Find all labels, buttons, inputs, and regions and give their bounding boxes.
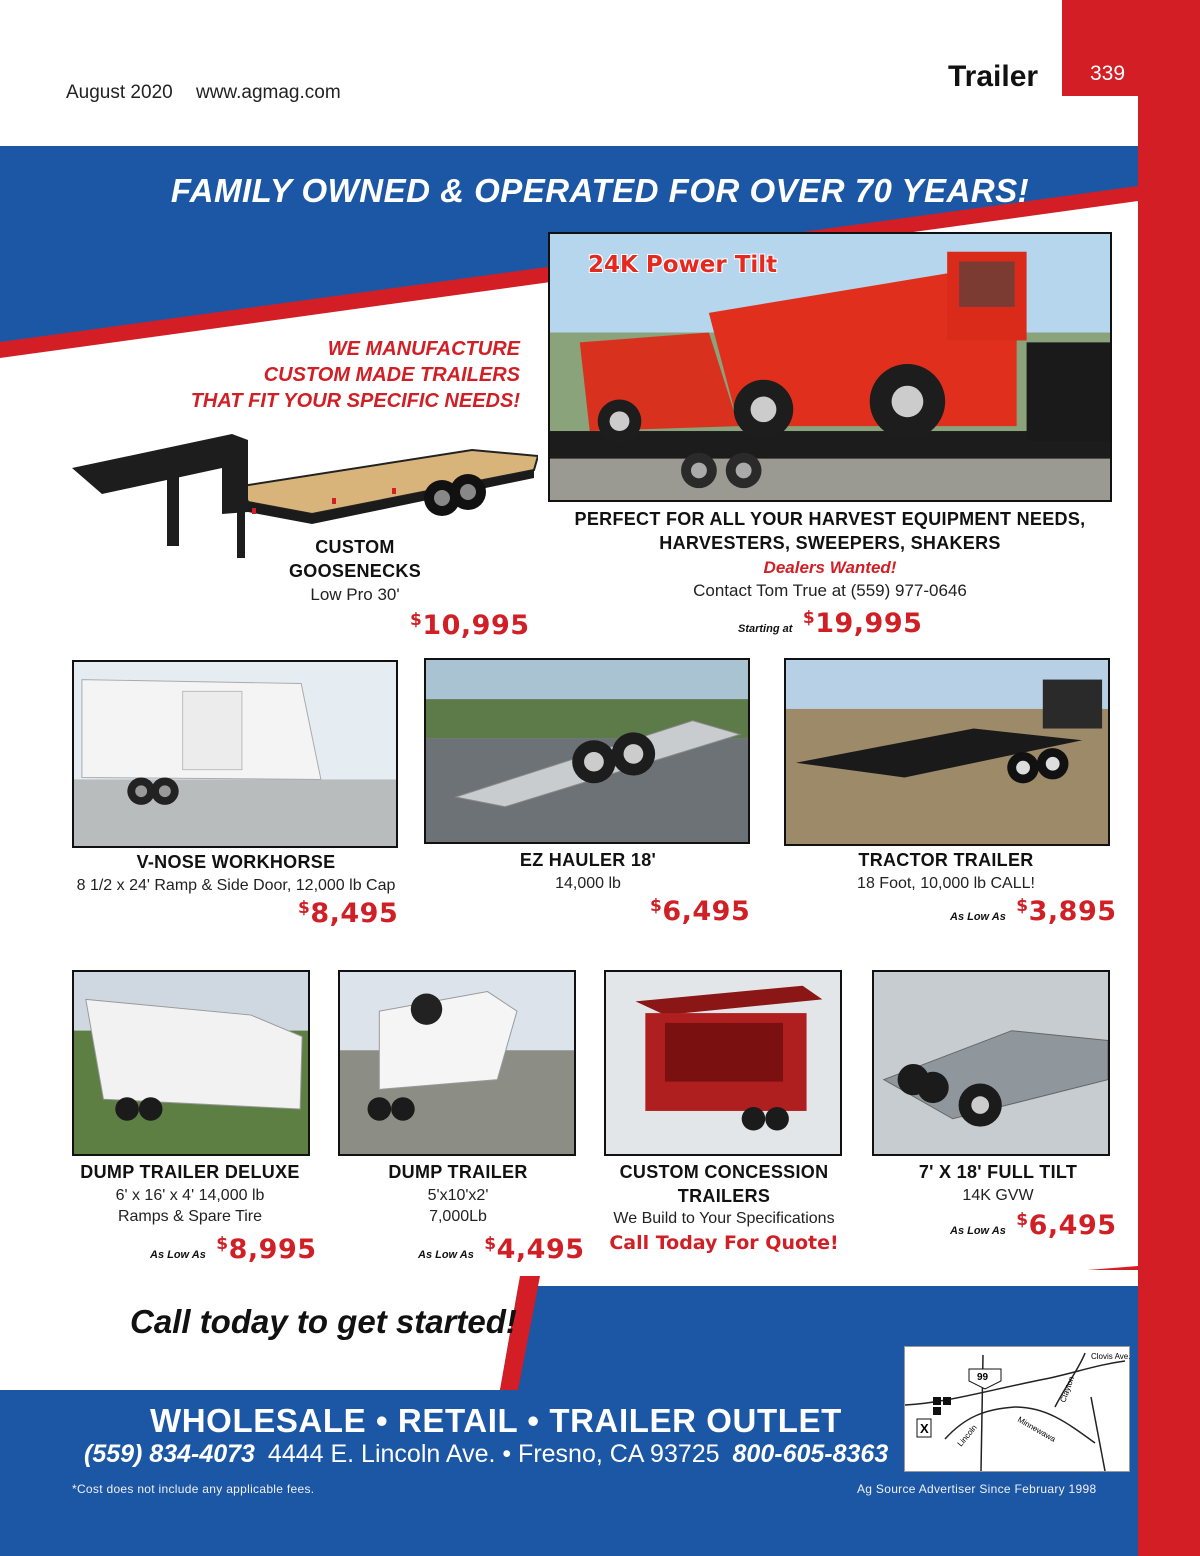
issue-date: August 2020	[66, 82, 173, 103]
manufacture-line-3: THAT FIT YOUR SPECIFIC NEEDS!	[190, 390, 520, 412]
map-road-lincoln: Lincoln	[955, 1423, 979, 1449]
page-number: 339	[1090, 62, 1126, 85]
power-tilt-price-prefix: Starting at	[738, 623, 793, 635]
product-price-block-full-tilt	[950, 1210, 1117, 1241]
product-sub-1: 5'x10'x2'	[427, 1187, 489, 1204]
page-red-edge	[1138, 96, 1200, 1556]
product-price-block-dump-trailer	[418, 1234, 585, 1265]
power-tilt-label: 24K Power Tilt	[588, 252, 778, 278]
product-price-block-dump-deluxe	[150, 1234, 317, 1265]
product-sub-1: We Build to Your Specifications	[613, 1210, 835, 1227]
toll-free-phone[interactable]: 800-605-8363	[732, 1440, 889, 1468]
tractor-trailer-photo	[784, 658, 1110, 846]
product-caption-ez-hauler	[470, 850, 706, 893]
website-link[interactable]: www.agmag.com	[195, 82, 341, 103]
map-road-clayton: Clayton	[1058, 1375, 1077, 1404]
price-prefix: As Low As	[150, 1249, 206, 1261]
dump-trailer-photo	[338, 970, 576, 1156]
product-caption-full-tilt	[880, 1162, 1116, 1205]
map-road-clovis: Clovis Ave.	[1091, 1352, 1131, 1361]
product-sub-1: 14K GVW	[962, 1187, 1034, 1204]
dump-trailer-illustration	[340, 972, 574, 1154]
gooseneck-price: $10,995	[410, 610, 530, 641]
product-caption-dump-trailer	[340, 1162, 576, 1226]
product-sub: 8 1/2 x 24' Ramp & Side Door, 12,000 lb Cap	[76, 877, 396, 894]
contact-line	[84, 1440, 888, 1469]
map-illustration	[905, 1347, 1131, 1473]
dump-deluxe-photo	[72, 970, 310, 1156]
power-tilt-price-block	[738, 608, 922, 639]
manufacture-line-2: CUSTOM MADE TRAILERS	[263, 364, 520, 386]
product-caption-dump-deluxe	[62, 1162, 318, 1226]
call-for-quote: Call Today For Quote!	[609, 1232, 839, 1254]
ad-tagline: FAMILY OWNED & OPERATED FOR OVER 70 YEARS!	[170, 172, 1030, 209]
gooseneck-sub: Low Pro 30'	[310, 585, 400, 604]
product-sub-2: Ramps & Spare Tire	[117, 1208, 263, 1225]
product-sub-2: 7,000Lb	[429, 1208, 487, 1225]
gooseneck-title-2: GOOSENECKS	[288, 561, 422, 581]
map-location-marker: X	[920, 1421, 929, 1436]
location-map	[904, 1346, 1130, 1472]
product-caption-vnose	[66, 852, 406, 895]
power-tilt-caption-1: PERFECT FOR ALL YOUR HARVEST EQUIPMENT NEEDS,	[574, 509, 1086, 529]
page-number-tab	[1062, 0, 1200, 96]
product-price: $8,995	[216, 1234, 317, 1265]
call-today-text: Call today to get started!	[130, 1303, 517, 1340]
gooseneck-caption	[270, 537, 440, 605]
concession-trailer-photo	[604, 970, 842, 1156]
product-title: 7' X 18' FULL TILT	[918, 1162, 1078, 1182]
issue-info	[66, 82, 359, 104]
price-prefix: As Low As	[418, 1249, 474, 1261]
fineprint: *Cost does not include any applicable fees.	[72, 1482, 315, 1496]
product-title-2: TRAILERS	[677, 1186, 771, 1206]
manufacture-line-1: WE MANUFACTURE	[327, 338, 520, 360]
product-title: CUSTOM CONCESSION	[619, 1162, 829, 1182]
vnose-workhorse-photo	[72, 660, 398, 848]
tractor-trailer-illustration	[786, 660, 1108, 844]
product-caption-concession	[596, 1162, 852, 1254]
product-price: $3,895	[1016, 896, 1117, 927]
product-caption-tractor-trailer	[806, 850, 1086, 893]
product-title: DUMP TRAILER DELUXE	[80, 1162, 300, 1182]
wholesale-banner: WHOLESALE • RETAIL • TRAILER OUTLET	[150, 1402, 842, 1439]
price-prefix: As Low As	[950, 1225, 1006, 1237]
concession-illustration	[606, 972, 840, 1154]
dump-deluxe-illustration	[74, 972, 308, 1154]
product-sub-1: 6' x 16' x 4' 14,000 lb	[115, 1187, 265, 1204]
address: 4444 E. Lincoln Ave. • Fresno, CA 93725	[267, 1440, 720, 1468]
full-tilt-illustration	[874, 972, 1108, 1154]
product-price: $6,495	[1016, 1210, 1117, 1241]
advertiser-since: Ag Source Advertiser Since February 1998	[857, 1482, 1097, 1496]
local-phone[interactable]: (559) 834-4073	[84, 1440, 255, 1468]
ez-hauler-photo	[424, 658, 750, 844]
manufacture-callout	[150, 336, 520, 414]
product-price-ez-hauler: $6,495	[650, 896, 751, 927]
ez-hauler-illustration	[426, 660, 748, 842]
price-prefix: As Low As	[950, 911, 1006, 923]
vnose-illustration	[74, 662, 396, 846]
product-title: EZ HAULER 18'	[519, 850, 657, 870]
section-title: Trailer	[948, 60, 1039, 93]
product-price-vnose: $8,495	[298, 898, 399, 929]
power-tilt-caption-2: HARVESTERS, SWEEPERS, SHAKERS	[659, 533, 1001, 553]
product-sub: 14,000 lb	[555, 875, 621, 892]
product-title: TRACTOR TRAILER	[858, 850, 1034, 870]
power-tilt-price: $19,995	[802, 608, 923, 639]
product-sub: 18 Foot, 10,000 lb CALL!	[857, 875, 1035, 892]
product-title: DUMP TRAILER	[388, 1162, 528, 1182]
product-price-block-tractor-trailer	[950, 896, 1117, 927]
gooseneck-title-1: CUSTOM	[315, 537, 395, 557]
map-highway-label: 99	[977, 1372, 989, 1383]
full-tilt-photo	[872, 970, 1110, 1156]
power-tilt-caption	[548, 509, 1112, 601]
power-tilt-contact: Contact Tom True at (559) 977-0646	[693, 581, 967, 600]
dealers-wanted: Dealers Wanted!	[763, 558, 897, 577]
product-price: $4,495	[484, 1234, 585, 1265]
map-road-minnewawa: Minnewawa	[1016, 1414, 1058, 1444]
product-title: V-NOSE WORKHORSE	[136, 852, 336, 872]
